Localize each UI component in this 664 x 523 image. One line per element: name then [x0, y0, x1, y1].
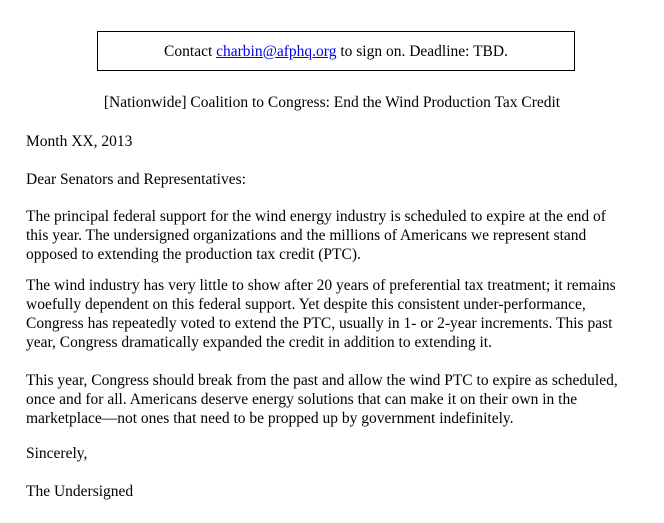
paragraph-line: Congress has repeatedly voted to extend the PTC, usually in 1- or 2-year increments. This past: [26, 315, 613, 332]
paragraph-3: [26, 371, 646, 428]
closing: Sincerely,: [26, 445, 88, 462]
contact-email-link[interactable]: charbin@afphq.org: [216, 42, 337, 60]
salutation: Dear Senators and Representatives:: [26, 171, 246, 188]
letter-title: [Nationwide] Coalition to Congress: End the Wind Production Tax Credit: [103, 94, 561, 111]
paragraph-line: The wind industry has very little to show after 20 years of preferential tax treatment; it remains: [26, 277, 616, 294]
paragraph-2: [26, 276, 646, 352]
paragraph-line: opposed to extending the production tax credit (PTC).: [26, 246, 361, 263]
contact-suffix: to sign on. Deadline: TBD.: [340, 42, 508, 60]
paragraph-line: year, Congress dramatically expanded the credit in addition to extending it.: [26, 334, 492, 351]
paragraph-line: woefully dependent on this federal support. Yet despite this consistent under-performance,: [26, 296, 586, 313]
paragraph-line: once and for all. Americans deserve energy solutions that can make it on their own in the: [26, 391, 578, 408]
letter-date: Month XX, 2013: [26, 133, 133, 150]
paragraph-line: The principal federal support for the wind energy industry is scheduled to expire at the end of: [26, 208, 606, 225]
paragraph-1: [26, 207, 646, 264]
paragraph-line: This year, Congress should break from the past and allow the wind PTC to expire as scheduled,: [26, 372, 618, 389]
contact-prefix: Contact: [164, 42, 213, 60]
contact-notice-box: [97, 31, 575, 71]
paragraph-line: marketplace—not ones that need to be propped up by government indefinitely.: [26, 410, 514, 427]
paragraph-line: this year. The undersigned organizations and the millions of Americans we represent stand: [26, 227, 587, 244]
signature: The Undersigned: [26, 483, 134, 500]
